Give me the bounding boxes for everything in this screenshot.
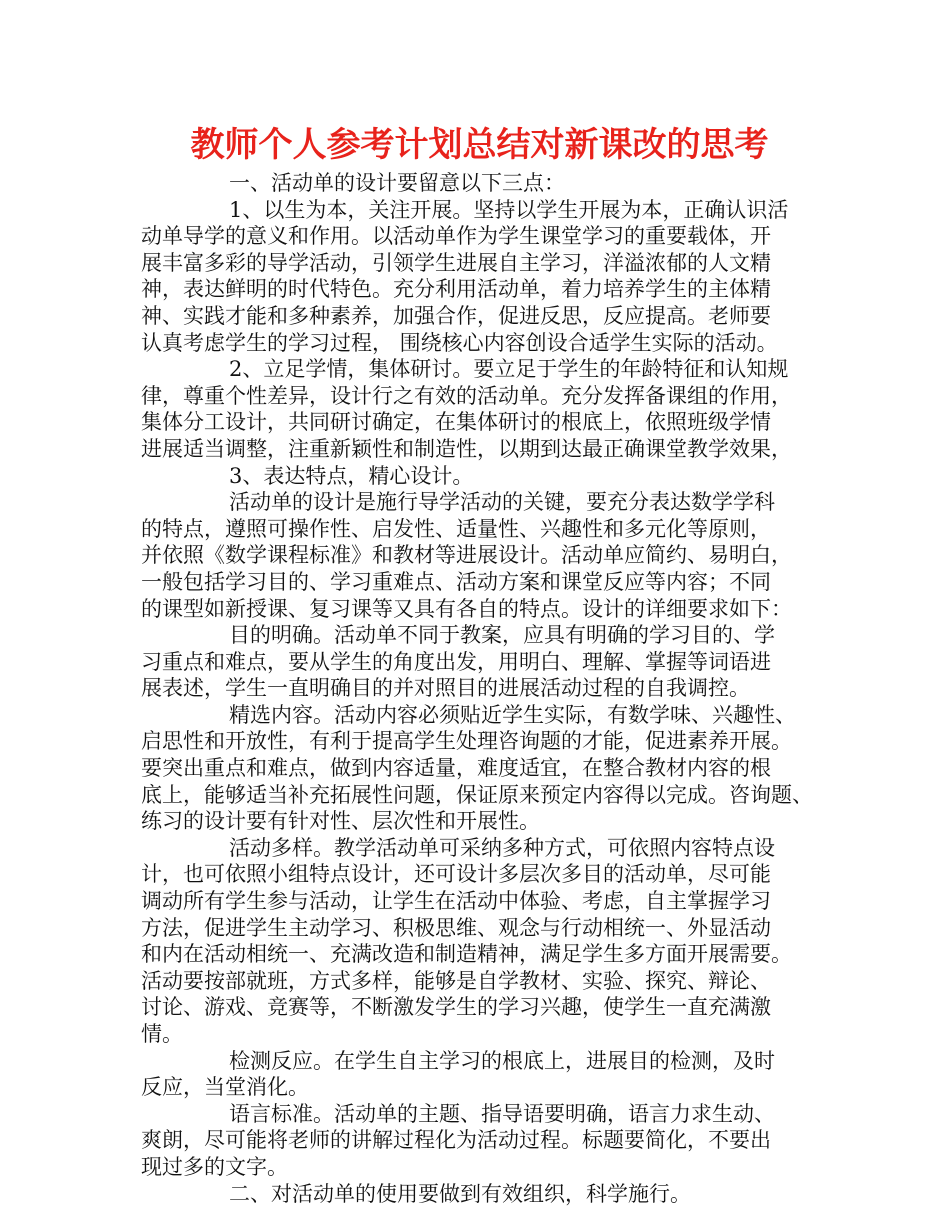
text-line: 检测反应。在学生自主学习的根底上，进展目的检测，及时 bbox=[229, 1048, 775, 1073]
text-line: 语言标准。活动单的主题、指导语要明确，语言力求生动、 bbox=[229, 1101, 775, 1126]
text-line: 爽朗，尽可能将老师的讲解过程化为活动过程。标题要简化，不要出 bbox=[141, 1128, 771, 1153]
text-line: 展表述，学生一直明确目的并对照目的进展活动过程的自我调控。 bbox=[141, 676, 750, 701]
text-line: 并依照《数学课程标准》和教材等进展设计。活动单应简约、易明白， bbox=[141, 543, 792, 568]
text-line: 精选内容。活动内容必须贴近学生实际，有数学味、兴趣性、 bbox=[229, 702, 796, 727]
text-line: 目的明确。活动单不同于教案，应具有明确的学习目的、学 bbox=[229, 623, 775, 648]
text-line: 二、对活动单的使用要做到有效组织，科学施行。 bbox=[229, 1181, 691, 1206]
document-body bbox=[141, 170, 818, 1207]
text-line: 启思性和开放性，有利于提高学生处理咨询题的才能，促进素养开展。 bbox=[141, 729, 792, 754]
text-line: 活动要按部就班，方式多样，能够是自学教材、实验、探究、辩论、 bbox=[141, 968, 771, 993]
text-line: 进展适当调整，注重新颖性和制造性，以期到达最正确课堂教学效果， bbox=[141, 436, 792, 461]
text-line: 2、立足学情，集体研讨。要立足于学生的年龄特征和认知规 bbox=[229, 357, 789, 382]
text-line: 展丰富多彩的导学活动，引领学生进展自主学习，洋溢浓郁的人文精 bbox=[141, 250, 771, 275]
text-line: 活动多样。教学活动单可采纳多种方式，可依照内容特点设 bbox=[229, 835, 775, 860]
text-line: 的课型如新授课、复习课等又具有各自的特点。设计的详细要求如下： bbox=[141, 596, 792, 621]
text-line: 计，也可依照小组特点设计，还可设计多层次多目的活动单，尽可能 bbox=[141, 862, 771, 887]
text-line: 现过多的文字。 bbox=[141, 1154, 288, 1179]
text-line: 习重点和难点，要从学生的角度出发，用明白、理解、掌握等词语进 bbox=[141, 649, 771, 674]
text-line: 3、表达特点，精心设计。 bbox=[229, 463, 474, 488]
text-line: 情。 bbox=[141, 1022, 183, 1046]
text-line: 律，尊重个性差异，设计行之有效的活动单。充分发挥备课组的作用， bbox=[141, 383, 792, 408]
text-line: 一、活动单的设计要留意以下三点： bbox=[229, 171, 565, 195]
text-line: 方法，促进学生主动学习、积极思维、观念与行动相统一、外显活动 bbox=[141, 915, 771, 940]
text-line: 和内在活动相统一、充满改造和制造精神，满足学生多方面开展需要。 bbox=[141, 942, 792, 967]
text-line: 神，表达鲜明的时代特色。充分利用活动单，着力培养学生的主体精 bbox=[141, 277, 771, 302]
text-line: 一般包括学习目的、学习重难点、活动方案和课堂反应等内容；不同 bbox=[141, 569, 771, 594]
text-line: 练习的设计要有针对性、层次性和开展性。 bbox=[141, 809, 540, 834]
text-line: 反应，当堂消化。 bbox=[141, 1075, 309, 1100]
text-line: 1、以生为本，关注开展。坚持以学生开展为本，正确认识活 bbox=[229, 197, 789, 222]
text-line: 神、实践才能和多种素养，加强合作，促进反思，反应提高。老师要 bbox=[141, 303, 771, 328]
text-line: 底上，能够适当补充拓展性问题，保证原来预定内容得以完成。咨询题、 bbox=[141, 782, 813, 807]
text-line: 的特点，遵照可操作性、启发性、适量性、兴趣性和多元化等原则， bbox=[141, 516, 771, 541]
text-line: 调动所有学生参与活动，让学生在活动中体验、考虑，自主掌握学习 bbox=[141, 889, 771, 914]
text-line: 动单导学的意义和作用。以活动单作为学生课堂学习的重要载体，开 bbox=[141, 224, 771, 249]
document-title: 教师个人参考计划总结对新课改的思考 bbox=[190, 125, 769, 165]
text-line: 讨论、游戏、竞赛等，不断激发学生的学习兴趣，使学生一直充满激 bbox=[141, 995, 771, 1020]
text-line: 活动单的设计是施行导学活动的关键，要充分表达数学学科 bbox=[229, 490, 775, 515]
text-line: 要突出重点和难点，做到内容适量，难度适宜，在整合教材内容的根 bbox=[141, 756, 771, 781]
text-line: 认真考虑学生的学习过程， 围绕核心内容创设合适学生实际的活动。 bbox=[141, 330, 778, 355]
text-line: 集体分工设计，共同研讨确定，在集体研讨的根底上，依照班级学情 bbox=[141, 410, 771, 435]
